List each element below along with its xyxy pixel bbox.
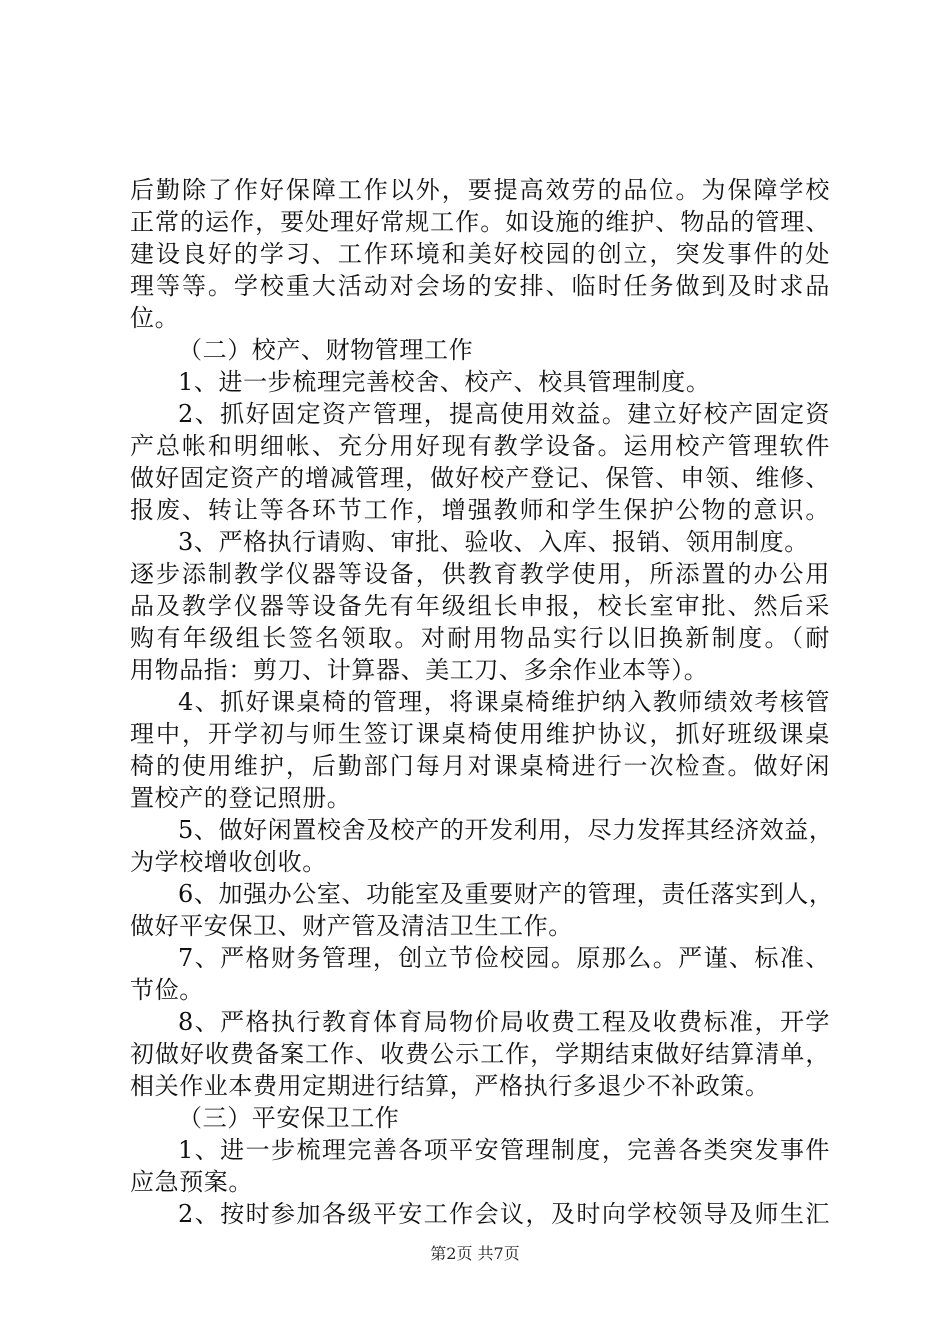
text-line: 6、加强办公室、功能室及重要财产的管理，责任落实到人， xyxy=(178,880,834,908)
text-line: 椅的使用维护，后勤部门每月对课桌椅进行一次检查。做好闲 xyxy=(130,752,830,780)
text-line: 8、严格执行教育体育局物价局收费工程及收费标准，开学 xyxy=(178,1008,830,1036)
text-line: 2、抓好固定资产管理，提高使用效益。建立好校产固定资 xyxy=(178,400,830,428)
page-number-footer: 第2页 共7页 xyxy=(430,1244,520,1263)
text-line: 理等等。学校重大活动对会场的安排、临时任务做到及时求品 xyxy=(130,272,830,300)
text-line: 品及教学仪器等设备先有年级组长申报，校长室审批、然后采 xyxy=(130,592,830,620)
text-line: 4、抓好课桌椅的管理，将课桌椅维护纳入教师绩效考核管 xyxy=(178,688,830,716)
text-line: 逐步添制教学仪器等设备，供教育教学使用，所添置的办公用 xyxy=(130,560,830,588)
text-line: 1、进一步梳理完善各项平安管理制度，完善各类突发事件 xyxy=(178,1136,830,1164)
text-line: 后勤除了作好保障工作以外，要提高效劳的品位。为保障学校 xyxy=(130,176,830,204)
text-line: 1、进一步梳理完善校舍、校产、校具管理制度。 xyxy=(178,368,711,396)
text-line: 位。 xyxy=(130,304,180,332)
text-line: 购有年级组长签名领取。对耐用物品实行以旧换新制度。（耐 xyxy=(130,624,830,652)
text-line: 2、按时参加各级平安工作会议，及时向学校领导及师生汇 xyxy=(178,1200,830,1228)
text-line: 产总帐和明细帐、充分用好现有教学设备。运用校产管理软件 xyxy=(130,432,830,460)
text-line: 应急预案。 xyxy=(130,1168,253,1196)
text-line: 7、严格财务管理，创立节俭校园。原那么。严谨、标准、 xyxy=(178,944,830,972)
section-heading: （三）平安保卫工作 xyxy=(178,1104,400,1132)
section-heading: （二）校产、财物管理工作 xyxy=(178,336,474,364)
text-line: 做好固定资产的增减管理，做好校产登记、保管、申领、维修、 xyxy=(130,464,830,492)
document-body xyxy=(130,174,834,1230)
text-line: 用物品指：剪刀、计算器、美工刀、多余作业本等）。 xyxy=(130,656,709,684)
text-line: 正常的运作，要处理好常规工作。如设施的维护、物品的管理、 xyxy=(130,208,830,236)
text-line: 置校产的登记照册。 xyxy=(130,784,352,812)
text-line: 做好平安保卫、财产管及清洁卫生工作。 xyxy=(130,912,573,940)
text-line: 建设良好的学习、工作环境和美好校园的创立，突发事件的处 xyxy=(130,240,830,268)
text-line: 初做好收费备案工作、收费公示工作，学期结束做好结算清单， xyxy=(130,1040,830,1068)
text-line: 节俭。 xyxy=(130,976,204,1004)
text-line: 5、做好闲置校舍及校产的开发利用，尽力发挥其经济效益， xyxy=(178,816,834,844)
text-line: 为学校增收创收。 xyxy=(130,848,327,876)
text-line: 3、严格执行请购、审批、验收、入库、报销、领用制度。 xyxy=(178,528,809,556)
text-line: 报废、转让等各环节工作，增强教师和学生保护公物的意识。 xyxy=(130,496,830,524)
text-line: 理中，开学初与师生签订课桌椅使用维护协议，抓好班级课桌 xyxy=(130,720,830,748)
text-line: 相关作业本费用定期进行结算，严格执行多退少不补政策。 xyxy=(130,1072,770,1100)
